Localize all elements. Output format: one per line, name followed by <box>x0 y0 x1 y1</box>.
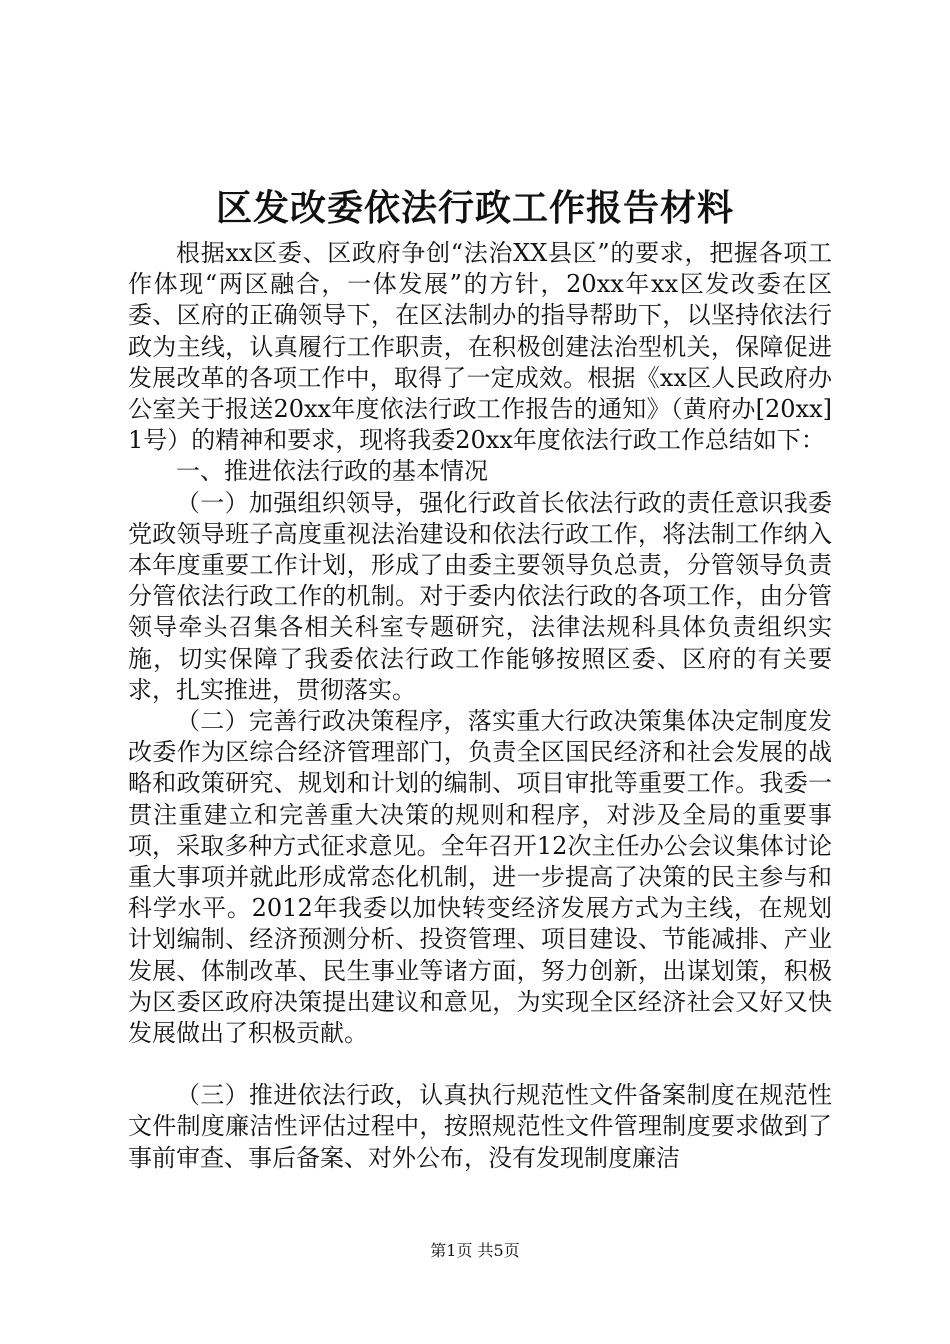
page-indicator: 第1页 共5页 <box>430 1241 520 1260</box>
paragraph-decision-procedure: （二）完善行政决策程序，落实重大行政决策集体决定制度发改委作为区综合经济管理部门，负责全区国民经济和社会发展的战略和政策研究、规划和计划的编制、项目审批等重要工作。我委一贯注重建立和完善重大决策的规则和程序，对涉及全局的重要事项，采取多种方式征求意见。全年召开12次主任办公会议集体讨论重大事项并就此形成常态化机制，进一步提高了决策的民主参与和科学水平。2012年我委以加快转变经济发展方式为主线，在规划计划编制、经济预测分析、投资管理、项目建设、节能减排、产业发展、体制改革、民生事业等诸方面，努力创新，出谋划策，积极为区委区政府决策提出建议和意见，为实现全区经济社会又好又快发展做出了积极贡献。 <box>128 707 832 1048</box>
paragraph-organization-leadership: （一）加强组织领导，强化行政首长依法行政的责任意识我委党政领导班子高度重视法治建设和依法行政工作，将法制工作纳入本年度重要工作计划，形成了由委主要领导负总责，分管领导负责分管依法行政工作的机制。对于委内依法行政的各项工作，由分管领导牵头召集各相关科室专题研究，法律法规科具体负责组织实施，切实保障了我委依法行政工作能够按照区委、区府的有关要求，扎实推进，贯彻落实。 <box>128 488 832 704</box>
document-body <box>128 238 832 1174</box>
paragraph-intro: 根据xx区委、区政府争创“法治XX县区”的要求，把握各项工作体现“两区融合，一体发展”的方针，20xx年xx区发改委在区委、区府的正确领导下，在区法制办的指导帮助下，以坚持依法行政为主线，认真履行工作职责，在积极创建法治型机关，保障促进发展改革的各项工作中，取得了一定成效。根据《xx区人民政府办公室关于报送20xx年度依法行政工作报告的通知》（黄府办[20xx]1号）的精神和要求，现将我委20xx年度依法行政工作总结如下： <box>128 239 832 455</box>
document-title: 区发改委依法行政工作报告材料 <box>215 187 734 229</box>
paragraph-normative-documents: （三）推进依法行政，认真执行规范性文件备案制度在规范性文件制度廉洁性评估过程中，按照规范性文件管理制度要求做到了事前审查、事后备案、对外公布，没有发现制度廉洁 <box>128 1081 832 1172</box>
page-footer <box>0 1240 950 1262</box>
section-heading-basic-situation: 一、推进依法行政的基本情况 <box>176 457 488 486</box>
